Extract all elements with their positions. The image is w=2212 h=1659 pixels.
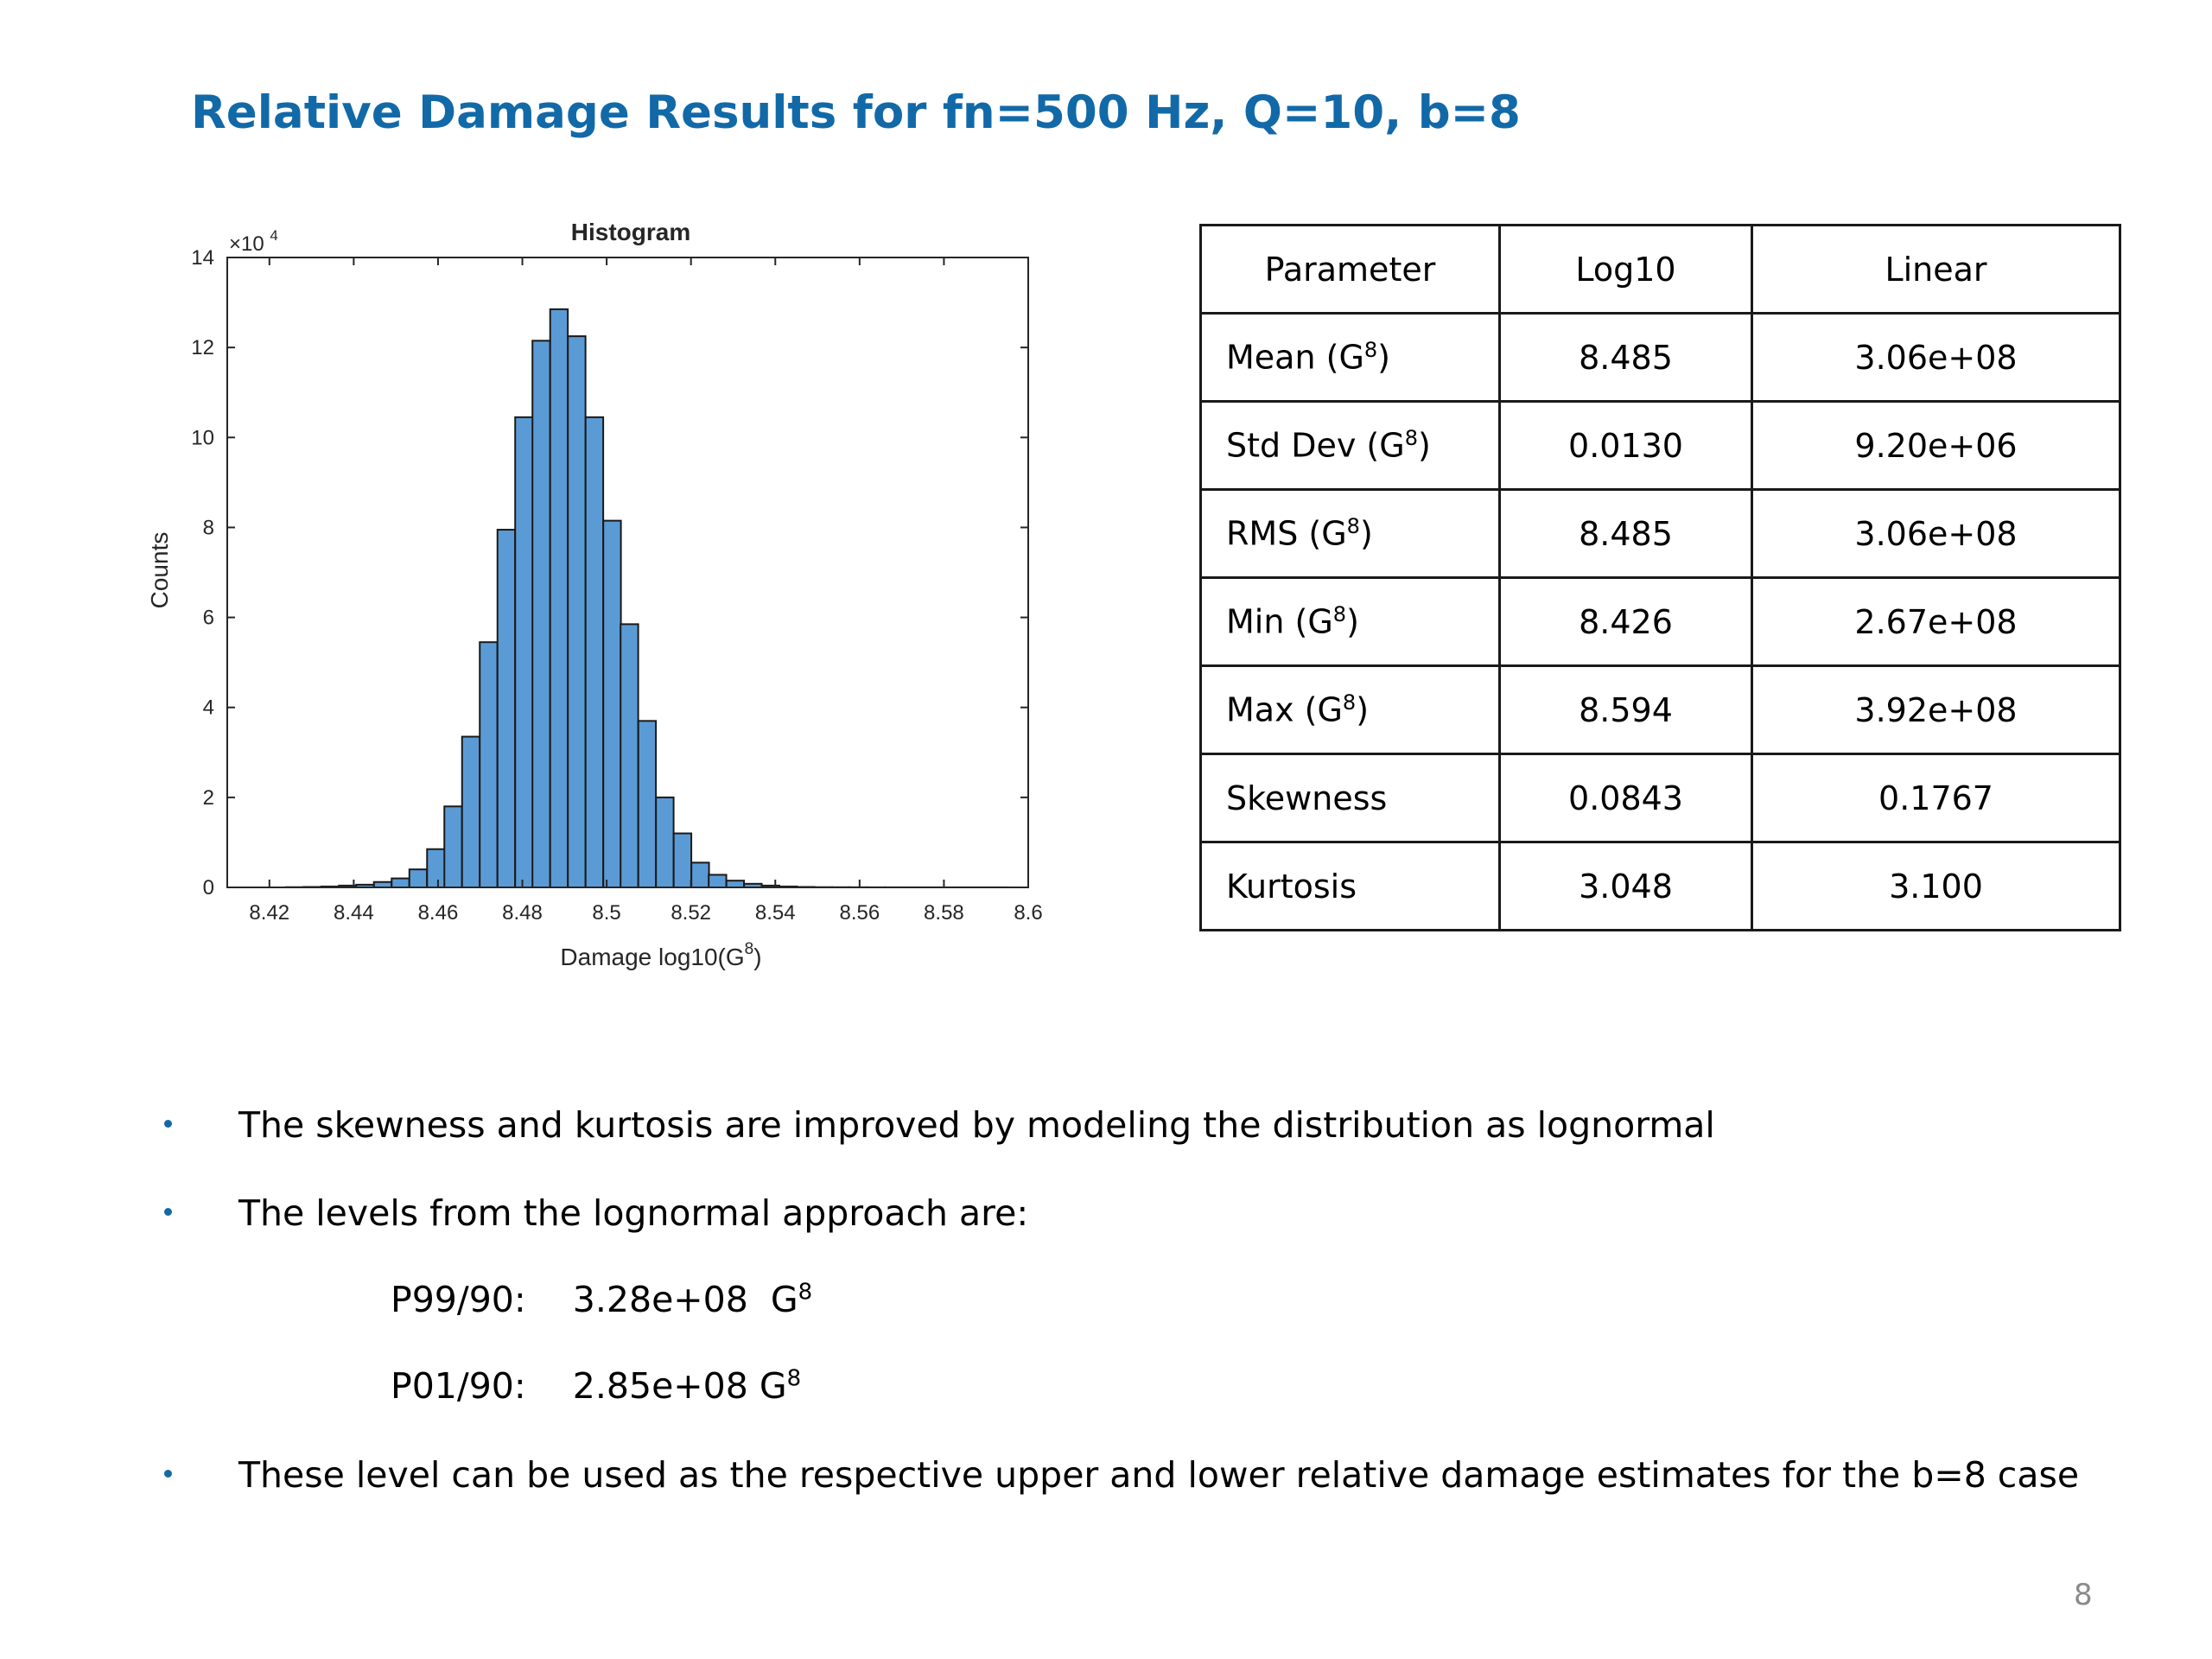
param-cell: [1201, 842, 1500, 931]
y-tick-label: 6: [202, 606, 214, 630]
header-log10: Log10: [1500, 226, 1752, 314]
param-text: Std Dev (G: [1226, 426, 1405, 465]
histogram-bar: [498, 530, 515, 887]
table-row: [1201, 842, 2120, 931]
y-tick-label: 0: [202, 876, 214, 899]
histogram-bar: [709, 874, 726, 887]
bullet-dot: [164, 1120, 172, 1128]
param-close: ): [1359, 514, 1373, 553]
header-linear: Linear: [1752, 226, 2120, 314]
histogram-bar: [391, 879, 409, 887]
param-sup: 8: [1404, 426, 1418, 451]
table-row: [1201, 578, 2120, 666]
x-tick-label: 8.54: [754, 901, 796, 925]
log10-cell: 0.0130: [1500, 402, 1752, 490]
x-axis-label-sup: 8: [744, 940, 754, 958]
x-tick-label: 8.44: [334, 901, 374, 925]
log10-cell: 8.426: [1500, 578, 1752, 666]
linear-cell: 3.92e+08: [1752, 666, 2120, 754]
histogram-bar: [656, 798, 673, 887]
param-text: Kurtosis: [1226, 867, 1357, 906]
param-cell: [1201, 754, 1500, 842]
x-tick-label: 8.42: [249, 901, 290, 925]
histogram-chart: [130, 212, 1063, 989]
x-tick-label: 8.46: [417, 901, 459, 925]
linear-cell: 3.06e+08: [1752, 314, 2120, 402]
page-number: 8: [2074, 1578, 2093, 1612]
histogram-bar: [444, 806, 461, 887]
x-axis-label: [560, 940, 761, 970]
linear-cell: 2.67e+08: [1752, 578, 2120, 666]
param-text: Skewness: [1226, 779, 1388, 817]
param-sup: 8: [1342, 690, 1357, 715]
table-row: [1201, 666, 2120, 754]
param-close: ): [1346, 602, 1359, 641]
p01-label: P01/90:: [391, 1365, 526, 1407]
histogram-bar: [462, 737, 480, 887]
param-sup: 8: [1363, 338, 1378, 363]
param-close: ): [1417, 426, 1431, 465]
linear-cell: 0.1767: [1752, 754, 2120, 842]
y-multiplier-base: ×10: [229, 232, 264, 256]
table-header-row: [1201, 226, 2120, 314]
p01-value: 2.85e+08 G: [572, 1365, 787, 1407]
param-text: Mean (G: [1226, 338, 1364, 377]
histogram-bar: [691, 862, 709, 887]
p99-sup: 8: [798, 1279, 813, 1306]
param-cell: [1201, 402, 1500, 490]
histogram-bar: [674, 834, 691, 887]
table-row: [1201, 490, 2120, 578]
y-tick-label: 2: [202, 785, 214, 810]
bullet-dot: [164, 1470, 172, 1478]
param-sup: 8: [1346, 514, 1360, 539]
histogram-bar: [603, 521, 620, 887]
x-tick-label: 8.58: [924, 901, 964, 925]
bullet-text: The skewness and kurtosis are improved by modeling the distribution as lognormal: [238, 1104, 1715, 1146]
bullet-text: The levels from the lognormal approach are:: [238, 1192, 1029, 1234]
x-tick-label: 8.52: [671, 901, 712, 925]
x-tick-label: 8.48: [502, 901, 543, 925]
bullet-dot: [164, 1208, 172, 1216]
y-tick-label: 10: [191, 426, 214, 450]
histogram-bar: [639, 721, 656, 887]
log10-cell: 0.0843: [1500, 754, 1752, 842]
p01-level-row: [391, 1365, 801, 1407]
histogram-bar: [532, 340, 550, 887]
header-parameter: Parameter: [1201, 226, 1500, 314]
x-tick-label: 8.6: [1014, 901, 1043, 925]
y-tick-label: 14: [191, 246, 214, 270]
log10-cell: 8.594: [1500, 666, 1752, 754]
statistics-table: [1199, 224, 2121, 931]
histogram-bar: [515, 417, 532, 887]
histogram-bars: [286, 309, 1008, 887]
x-axis-label-close: ): [753, 944, 762, 970]
p99-value: 3.28e+08 G: [572, 1279, 798, 1320]
histogram-bar: [568, 336, 585, 887]
histogram-bar: [727, 880, 744, 887]
y-multiplier-exponent: 4: [270, 227, 278, 244]
y-multiplier: [229, 227, 278, 256]
p99-level-row: [391, 1279, 812, 1320]
histogram-bar: [410, 869, 427, 887]
table-row: [1201, 402, 2120, 490]
log10-cell: 8.485: [1500, 490, 1752, 578]
histogram-bar: [550, 309, 568, 887]
param-text: Min (G: [1226, 602, 1333, 641]
histogram-bar: [586, 417, 603, 887]
log10-cell: 8.485: [1500, 314, 1752, 402]
chart-title: Histogram: [570, 219, 691, 245]
linear-cell: 3.06e+08: [1752, 490, 2120, 578]
p99-label: P99/90:: [391, 1279, 526, 1320]
table-row: [1201, 754, 2120, 842]
param-close: ): [1356, 690, 1370, 729]
p01-sup: 8: [786, 1365, 802, 1392]
slide-title: Relative Damage Results for fn=500 Hz, Q=10, b=8: [191, 86, 1521, 139]
param-cell: [1201, 666, 1500, 754]
histogram-bar: [427, 849, 444, 887]
linear-cell: 3.100: [1752, 842, 2120, 931]
param-text: RMS (G: [1226, 514, 1347, 553]
param-text: Max (G: [1226, 690, 1343, 729]
y-tick-label: 12: [191, 336, 214, 360]
bullet-text: These level can be used as the respective upper and lower relative damage estimates for the b=8 case: [238, 1454, 2080, 1496]
histogram-bar: [480, 642, 497, 887]
param-cell: [1201, 578, 1500, 666]
linear-cell: 9.20e+06: [1752, 402, 2120, 490]
param-cell: [1201, 490, 1500, 578]
param-cell: [1201, 314, 1500, 402]
y-tick-label: 4: [202, 696, 214, 720]
param-sup: 8: [1332, 602, 1347, 627]
param-close: ): [1377, 338, 1390, 377]
x-tick-label: 8.5: [592, 901, 621, 925]
x-tick-label: 8.56: [839, 901, 880, 925]
y-tick-label: 8: [202, 516, 214, 540]
histogram-bar: [620, 624, 638, 887]
log10-cell: 3.048: [1500, 842, 1752, 931]
y-axis-label: Counts: [146, 531, 173, 609]
x-axis-label-text: Damage log10(G: [560, 944, 745, 970]
table-row: [1201, 314, 2120, 402]
